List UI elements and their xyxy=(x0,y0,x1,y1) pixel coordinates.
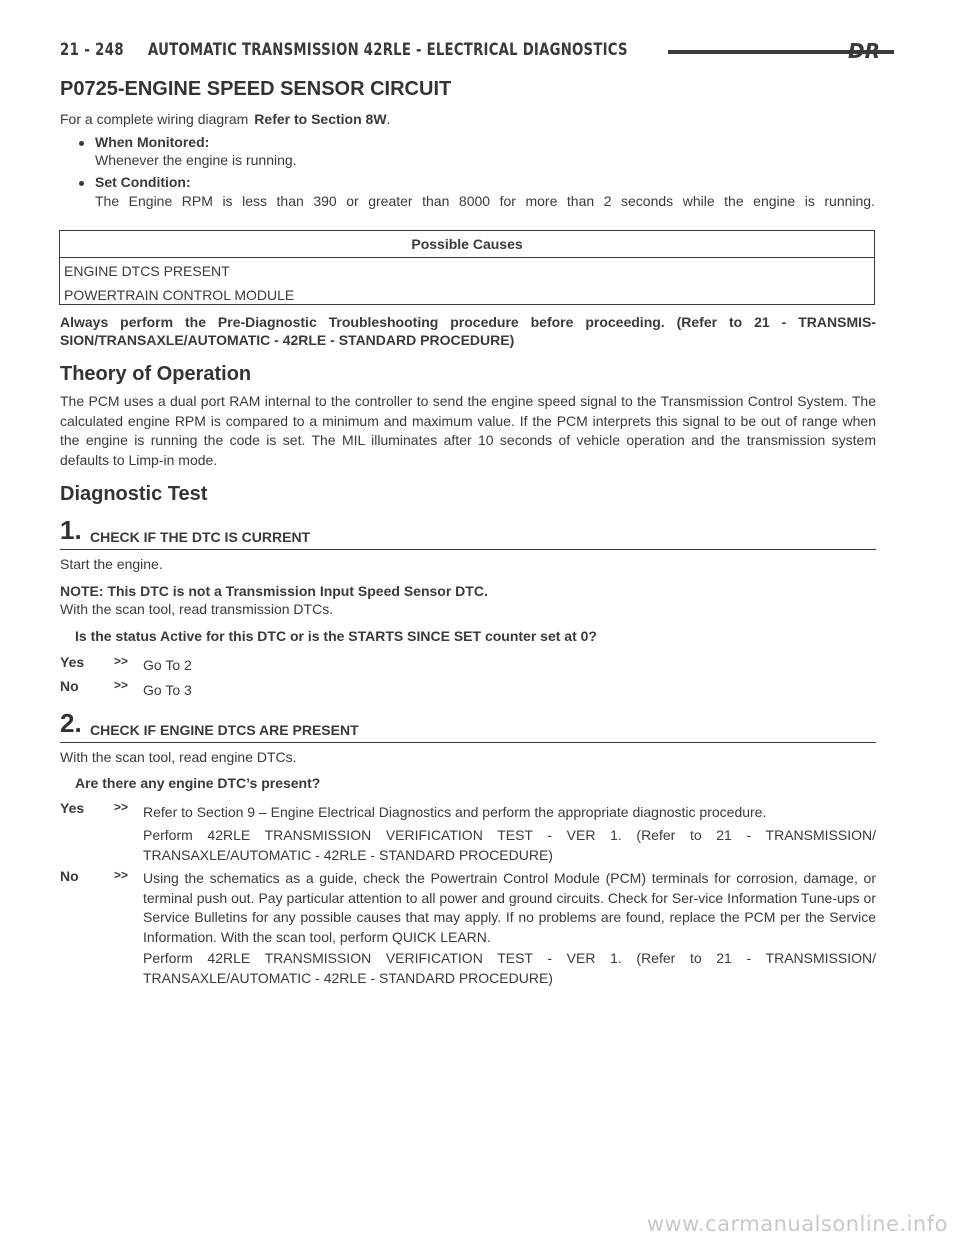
step-question: Is the status Active for this DTC or is the STARTS SINCE SET counter set at 0? xyxy=(75,628,597,644)
set-condition-text: The Engine RPM is less than 390 or greater than 8000 for more than 2 seconds while the engine is running. xyxy=(95,193,875,209)
page-title: P0725-ENGINE SPEED SENSOR CIRCUIT xyxy=(60,78,452,100)
possible-causes-table xyxy=(59,230,875,305)
answer-yes-verify: Perform 42RLE TRANSMISSION VERIFICATION TEST - VER 1. (Refer to 21 - TRANSMISSION/ TRANSAXLE/AUTOMATIC - 42RLE - STANDARD PROCEDURE) xyxy=(143,827,876,863)
when-monitored-text: Whenever the engine is running. xyxy=(95,152,297,168)
step-number: 1. xyxy=(60,515,82,545)
set-condition-label: Set Condition: xyxy=(95,174,191,190)
theory-text: The PCM uses a dual port RAM internal to the controller to send the engine speed signal to the Transmission Control System. The calculated engine RPM is compared to a minimum and maximum value. If the PCM interprets this signal to be out of range when the engine is running the code is set. The MIL illuminates after 10 seconds of vehicle operation and the transmission system defaults to Limp-in mode. xyxy=(60,393,876,468)
header-title: AUTOMATIC TRANSMISSION 42RLE - ELECTRICAL DIAGNOSTICS xyxy=(148,40,628,60)
page-number: 21 - 248 xyxy=(60,40,124,60)
answer-yes-text[interactable]: Go To 2 xyxy=(143,657,192,673)
table-row: POWERTRAIN CONTROL MODULE xyxy=(64,287,295,303)
step-note: NOTE: This DTC is not a Transmission Input Speed Sensor DTC. xyxy=(60,583,488,599)
table-row: ENGINE DTCS PRESENT xyxy=(64,263,230,279)
step-title: CHECK IF ENGINE DTCS ARE PRESENT xyxy=(90,722,359,738)
arrow-icon: >> xyxy=(114,868,129,882)
wiring-prefix: For a complete wiring diagram xyxy=(60,111,249,127)
answer-yes-label: Yes xyxy=(60,654,85,670)
arrow-icon: >> xyxy=(114,800,129,814)
model-badge: DR xyxy=(847,39,880,63)
when-monitored-label: When Monitored: xyxy=(95,134,210,150)
step-question: Are there any engine DTC’s present? xyxy=(75,775,321,791)
table-header: Possible Causes xyxy=(60,231,874,258)
pre-diagnostic-note-line2: SION/TRANSAXLE/AUTOMATIC - 42RLE - STANDARD PROCEDURE) xyxy=(60,332,515,348)
step-rule xyxy=(60,742,876,743)
watermark: www.carmanualsonline.info xyxy=(646,1212,948,1236)
diagnostic-test-heading: Diagnostic Test xyxy=(60,483,208,505)
wiring-reference xyxy=(60,110,390,128)
theory-heading: Theory of Operation xyxy=(60,363,252,385)
answer-no-verify: Perform 42RLE TRANSMISSION VERIFICATION TEST - VER 1. (Refer to 21 - TRANSMISSION/ TRANSAXLE/AUTOMATIC - 42RLE - STANDARD PROCEDURE) xyxy=(143,950,876,986)
answer-yes-text: Refer to Section 9 – Engine Electrical Diagnostics and perform the appropriate diagnostic procedure. xyxy=(143,804,767,820)
step-rule xyxy=(60,549,876,550)
arrow-icon: >> xyxy=(114,654,129,668)
step-instruction: Start the engine. xyxy=(60,556,163,572)
answer-no-label: No xyxy=(60,868,79,884)
pre-diagnostic-note-line1: Always perform the Pre-Diagnostic Troubleshooting procedure before proceeding. (Refer to 21 - TRANSMIS- xyxy=(60,314,876,330)
step-instruction: With the scan tool, read engine DTCs. xyxy=(60,749,297,765)
wiring-link[interactable]: Refer to Section 8W xyxy=(254,111,387,127)
step-instruction: With the scan tool, read transmission DTCs. xyxy=(60,601,334,617)
page-header xyxy=(60,40,880,66)
bullet-icon xyxy=(79,141,84,146)
answer-no-text[interactable]: Go To 3 xyxy=(143,682,192,698)
answer-no-label: No xyxy=(60,678,79,694)
step-number: 2. xyxy=(60,708,82,738)
step-title: CHECK IF THE DTC IS CURRENT xyxy=(90,529,311,545)
wiring-suffix: . xyxy=(386,111,391,127)
bullet-icon xyxy=(79,181,84,186)
answer-yes-label: Yes xyxy=(60,800,85,816)
answer-no-text: Using the schematics as a guide, check the Powertrain Control Module (PCM) terminals for corrosion, damage, or terminal push out. Pay particular attention to all power and ground circuits. Check for Ser-vice Information Tune-ups or Service Bulletins for any possible causes that may apply. If no problems are found, replace the PCM per the Service Information. With the scan tool, perform QUICK LEARN. xyxy=(143,870,876,945)
arrow-icon: >> xyxy=(114,678,129,692)
